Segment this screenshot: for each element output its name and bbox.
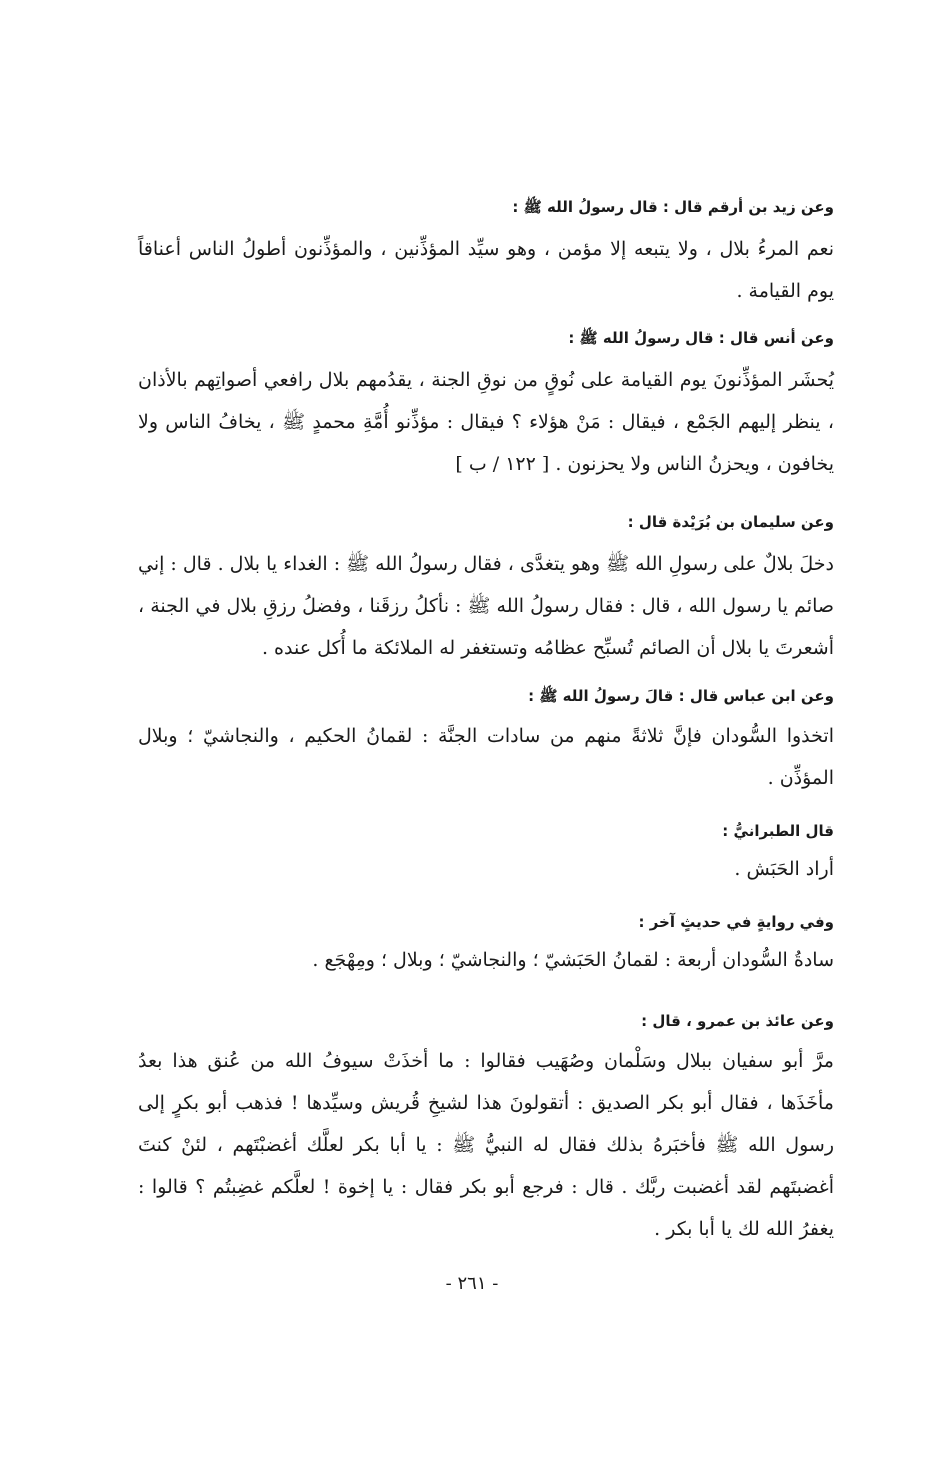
hadith-text: يُحشَر المؤذِّنونَ يوم القيامة على نُوقٍ من نوقِ الجنة ، يقدُمهم بلال رافعي أصواتِهم بالأذان ، ينظر إليهم الجَمْع ، فيقال : مَنْ هؤلاء ؟ فيقال : مؤذِّنو أُمَّةِ محمدٍ ﷺ ، يخافُ الناس ولا يخافون ، ويحزنُ الناس ولا يحزنون . [ ١٢٢ / ب ] [138, 369, 834, 475]
hadith-intro: وعن سليمان بن بُرَيْدة قال : [627, 513, 834, 531]
hadith-intro: وعن زيد بن أرقم قال : قال رسولُ الله ﷺ : [512, 198, 834, 216]
other-narration [138, 911, 834, 981]
hadith-text: أراد الحَبَش . [734, 858, 834, 880]
hadith-text: اتخذوا السُّودان فإنَّ ثلاثةً منهم من سادات الجنَّة : لقمانُ الحكيم ، والنجاشيّ ؛ وبلال المؤذِّن . [138, 725, 834, 789]
hadith-intro: قال الطبرانيُّ : [722, 822, 834, 840]
hadith-section-sulayman [138, 511, 834, 669]
hadith-intro: وعن أنس قال : قال رسولُ الله ﷺ : [568, 329, 834, 347]
hadith-text: سادةُ السُّودان أربعة : لقمانُ الحَبَشيّ ؛ والنجاشيّ ؛ وبلال ؛ ومِهْجَع . [312, 949, 834, 971]
hadith-section-anas [138, 327, 834, 485]
hadith-text: دخلَ بلالٌ على رسولِ الله ﷺ وهو يتغدَّى ، فقال رسولُ الله ﷺ : الغداء يا بلال . قال : إني صائم يا رسول الله ، قال : فقال رسولُ الله ﷺ : نأكلُ رزقَنا ، وفضلُ رزقِ بلال في الجنة ، أشعرتَ يا بلال أن الصائم تُسبِّح عظامُه وتستغفر له الملائكة ما أُكل عنده . [137, 553, 834, 659]
hadith-section-zayd [138, 196, 834, 312]
hadith-section-ibn-abbas [138, 685, 834, 799]
hadith-intro: وعن ابن عباس قال : قالَ رسولُ الله ﷺ : [528, 687, 834, 705]
hadith-section-aidh [138, 1010, 834, 1250]
hadith-intro: وعن عائذ بن عمرو ، قال : [641, 1012, 834, 1030]
hadith-text: مرَّ أبو سفيان ببلال وسَلْمان وصُهَيب فقالوا : ما أخذَتْ سيوفُ الله من عُنق هذا بعدُ مأخَذَها ، فقال أبو بكر الصديق : أتقولونَ هذا لشيخِ قُريش وسيِّدها ! فذهب أبو بكرٍ إلى رسول الله ﷺ فأخبَرهُ بذلك فقال له النبيُّ ﷺ : يا أبا بكر لعلَّك أغضبْتَهم ، لئنْ كنتَ أغضبتَهم لقد أغضبت ربَّك . قال : فرجع أبو بكر فقال : يا إخوة ! لعلَّكم غضِبتُم ؟ قالوا : يغفرُ الله لك يا أبا بكر . [138, 1050, 834, 1240]
tabarani-note [138, 820, 834, 890]
hadith-text: نعم المرءُ بلال ، ولا يتبعه إلا مؤمن ، وهو سيِّد المؤذِّنين ، والمؤذِّنون أطولُ الناس أعناقاً يوم القيامة . [138, 238, 834, 302]
hadith-intro: وفي روايةٍ في حديثٍ آخر : [638, 913, 834, 931]
page-number: - ٢٦١ - [445, 1273, 499, 1294]
